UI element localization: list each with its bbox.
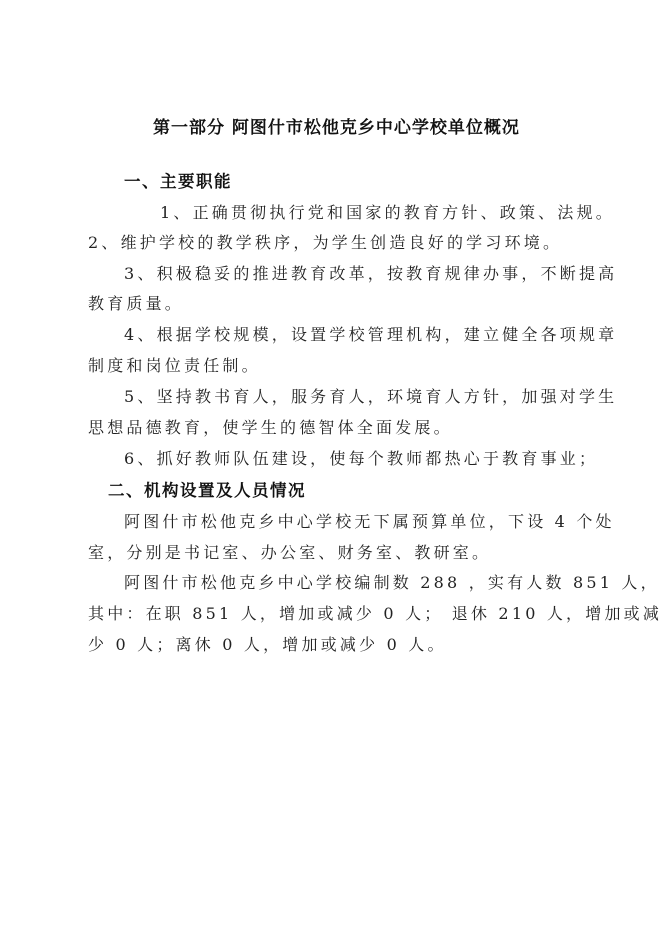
- staff-paragraph-line-1: 阿图什市松他克乡中心学校编制数 288 ，实有人数 851 人，: [124, 573, 660, 592]
- function-item-4-continued: 制度和岗位责任制。: [88, 356, 261, 375]
- function-item-1: 1、正确贯彻执行党和国家的教育方针、政策、法规。: [160, 203, 615, 222]
- section-heading-organization-staff: 二、机构设置及人员情况: [108, 481, 306, 500]
- function-item-4: 4、根据学校规模，设置学校管理机构，建立健全各项规章: [124, 325, 618, 344]
- function-item-5: 5、坚持教书育人，服务育人，环境育人方针，加强对学生: [124, 387, 618, 406]
- organization-paragraph-line-1: 阿图什市松他克乡中心学校无下属预算单位，下设 4 个处: [124, 512, 615, 531]
- document-title: 第一部分 阿图什市松他克乡中心学校单位概况: [153, 118, 520, 138]
- function-item-3-continued: 教育质量。: [88, 294, 185, 313]
- function-item-5-continued: 思想品德教育，使学生的德智体全面发展。: [88, 418, 453, 437]
- organization-paragraph-line-2: 室，分别是书记室、办公室、财务室、教研室。: [88, 543, 492, 562]
- section-heading-main-functions: 一、主要职能: [124, 172, 232, 191]
- function-item-3: 3、积极稳妥的推进教育改革，按教育规律办事，不断提高: [124, 264, 618, 283]
- function-item-2: 2、维护学校的教学秩序，为学生创造良好的学习环境。: [88, 233, 563, 252]
- staff-paragraph-line-2: 其中：在职 851 人，增加或减少 0 人； 退休 210 人，增加或减: [88, 604, 662, 623]
- staff-paragraph-line-3: 少 0 人；离休 0 人，增加或减少 0 人。: [88, 635, 447, 654]
- function-item-6: 6、抓好教师队伍建设，使每个教师都热心于教育事业；: [124, 449, 599, 468]
